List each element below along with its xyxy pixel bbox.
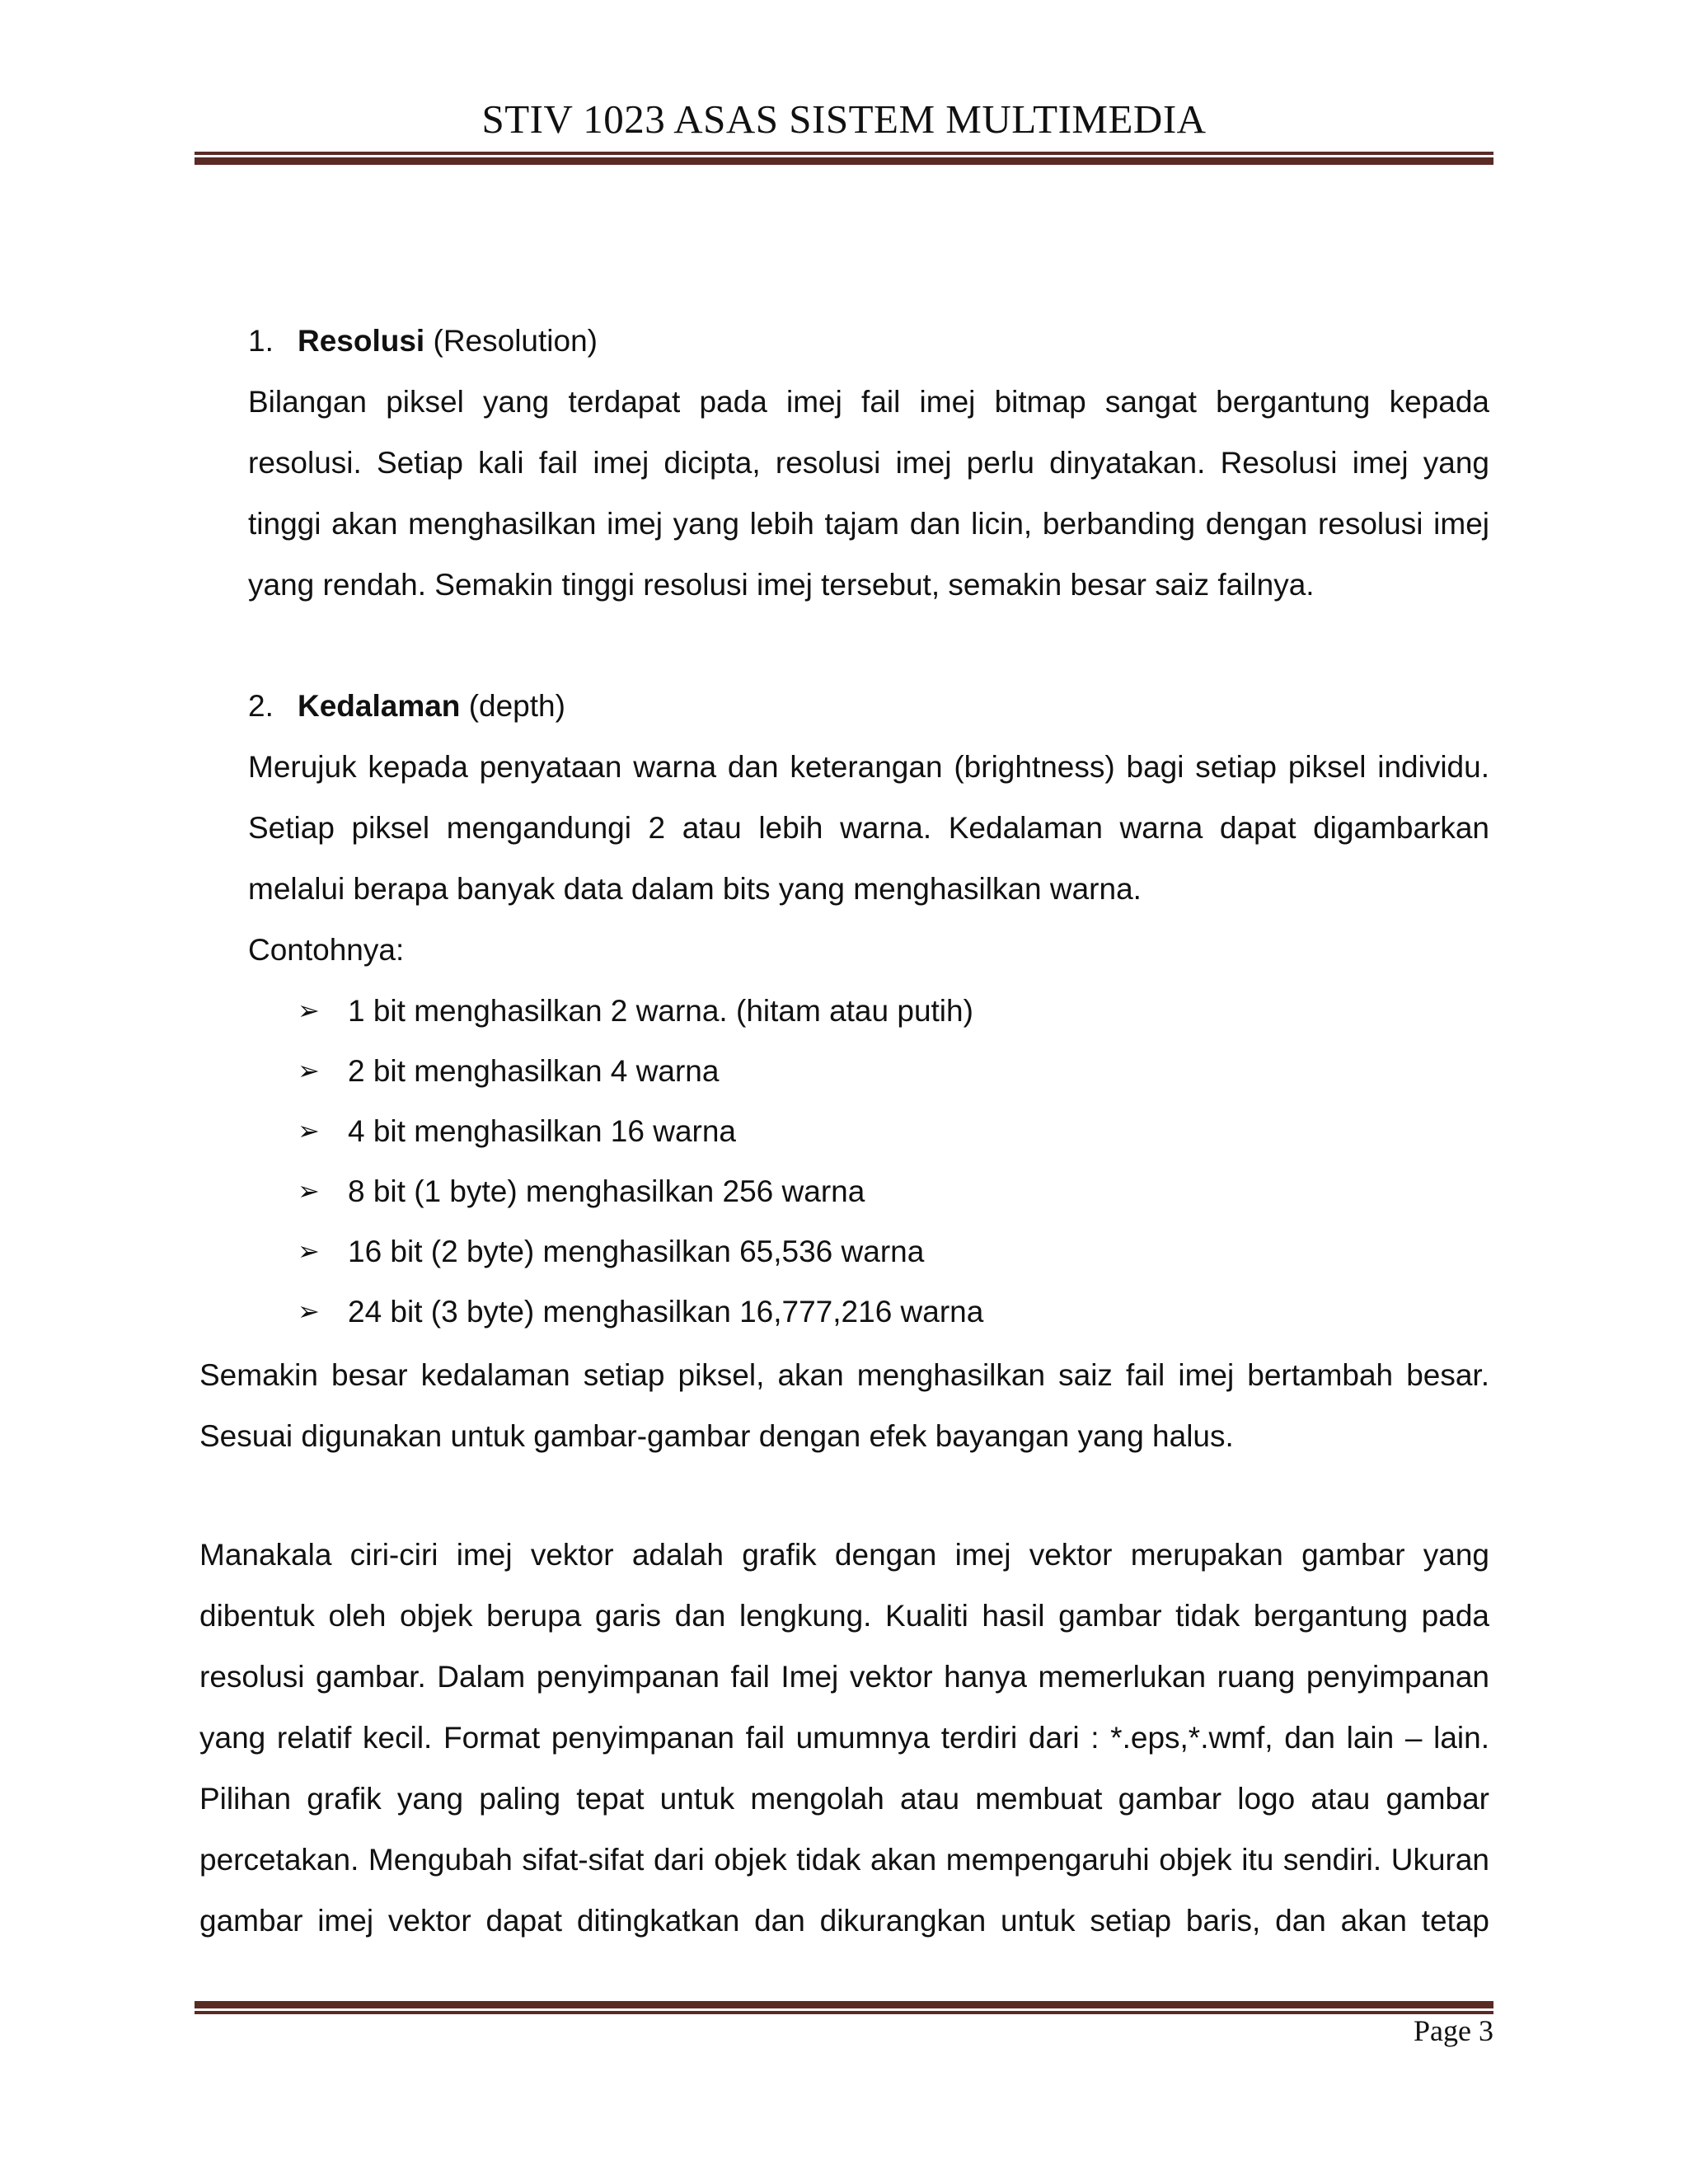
section-paragraph: Merujuk kepada penyataan warna dan keterangan (brightness) bagi setiap piksel individu. Setiap piksel mengandungi 2 atau lebih warna. Kedalaman warna dapat digambarkan melalui berapa banyak data dalam bits yang menghasilkan warna.: [248, 750, 1489, 906]
list-item: ➢ 4 bit menghasilkan 16 warna: [248, 1101, 1489, 1161]
footer-rule-thin: [195, 2011, 1493, 2014]
list-item: ➢ 24 bit (3 byte) menghasilkan 16,777,216 warna: [248, 1282, 1489, 1342]
section-heading: [248, 311, 1489, 372]
list-item: ➢ 1 bit menghasilkan 2 warna. (hitam atau putih): [248, 981, 1489, 1041]
bit-depth-list: [248, 981, 1489, 1342]
header-rule-thin: [195, 152, 1493, 155]
section-title: Resolusi: [298, 324, 425, 358]
list-item: ➢ 8 bit (1 byte) menghasilkan 256 warna: [248, 1161, 1489, 1221]
page-number: Page 3: [1414, 2014, 1493, 2047]
arrowhead-bullet-icon: ➢: [298, 1115, 320, 1146]
section-kedalaman: [248, 676, 1489, 1342]
header-rule-thick: [195, 157, 1493, 165]
arrowhead-bullet-icon: ➢: [298, 1235, 320, 1267]
arrowhead-bullet-icon: ➢: [298, 1296, 320, 1327]
arrowhead-bullet-icon: ➢: [298, 1175, 320, 1207]
section-number: 2.: [248, 689, 274, 723]
depth-summary-paragraph: Semakin besar kedalaman setiap piksel, akan menghasilkan saiz fail imej bertambah besar. Sesuai digunakan untuk gambar-gambar dengan efek bayangan yang halus.: [199, 1358, 1489, 1453]
example-label: Contohnya:: [248, 933, 405, 967]
list-item: ➢ 2 bit menghasilkan 4 warna: [248, 1041, 1489, 1101]
section-subtitle: (depth): [468, 689, 565, 723]
vector-paragraph: Manakala ciri-ciri imej vektor adalah grafik dengan imej vektor merupakan gambar yang dibentuk oleh objek berupa garis dan lengkung. Kualiti hasil gambar tidak bergantung pada resolusi gambar. Dalam penyimpanan fail Imej vektor hanya memerlukan ruang penyimpanan yang relatif kecil. Format penyimpanan fail umumnya terdiri dari : *.eps,*.wmf, dan lain – lain. Pilihan grafik yang paling tepat untuk mengolah atau membuat gambar logo atau gambar percetakan. Mengubah sifat-sifat dari objek tidak akan mempengaruhi objek itu sendiri. Ukuran gambar imej vektor dapat ditingkatkan dan dikurangkan untuk setiap baris, dan akan tetap: [199, 1538, 1489, 1938]
section-resolusi: [248, 311, 1489, 616]
section-paragraph: Bilangan piksel yang terdapat pada imej fail imej bitmap sangat bergantung kepada resolusi. Setiap kali fail imej dicipta, resolusi imej perlu dinyatakan. Resolusi imej yang tinggi akan menghasilkan imej yang lebih tajam dan licin, berbanding dengan resolusi imej yang rendah. Semakin tinggi resolusi imej tersebut, semakin besar saiz failnya.: [248, 385, 1489, 602]
section-subtitle: (Resolution): [433, 324, 598, 358]
page-header-title: STIV 1023 ASAS SISTEM MULTIMEDIA: [481, 96, 1207, 142]
section-title: Kedalaman: [298, 689, 461, 723]
section-number: 1.: [248, 324, 274, 358]
arrowhead-bullet-icon: ➢: [298, 995, 320, 1026]
footer-rule-thick: [195, 2001, 1493, 2008]
section-heading: [248, 676, 1489, 737]
arrowhead-bullet-icon: ➢: [298, 1055, 320, 1086]
list-item: ➢ 16 bit (2 byte) menghasilkan 65,536 warna: [248, 1221, 1489, 1282]
